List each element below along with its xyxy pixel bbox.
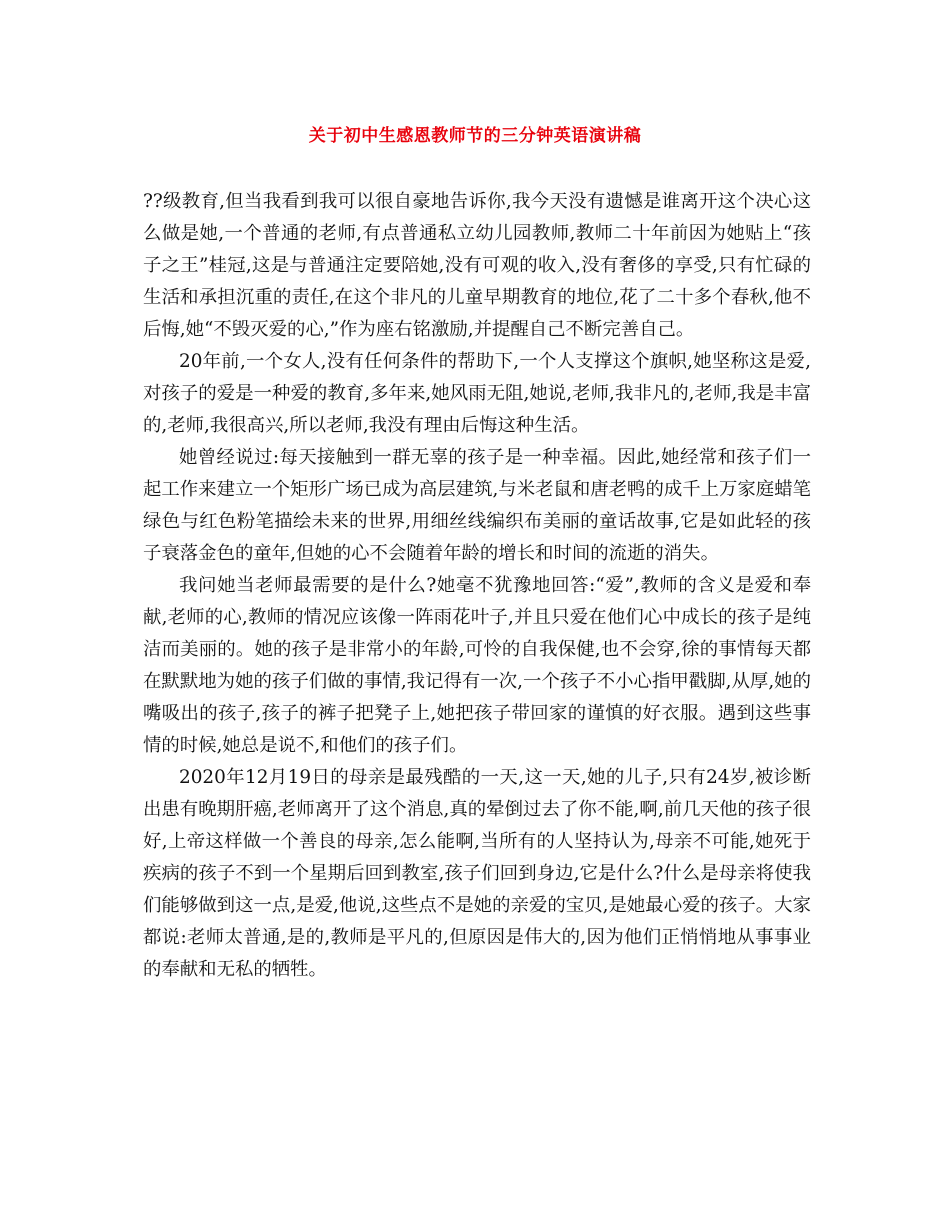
document-title: 关于初中生感恩教师节的三分钟英语演讲稿 <box>308 126 642 146</box>
paragraph-1: ??级教育,但当我看到我可以很自豪地告诉你,我今天没有遗憾是谁离开这个决心这么做是她,一个普通的老师,有点普通私立幼儿园教师,教师二十年前因为她贴上“孩子之王”桂冠,这是与普通注定要陪她,没有可观的收入,没有奢侈的享受,只有忙碌的生活和承担沉重的责任,在这个非凡的儿童早期教育的地位,花了二十多个春秋,他不后悔,她“不毁灭爱的心,”作为座右铭激励,并提醒自己不断完善自己。 <box>143 191 811 340</box>
paragraph-2: 20年前,一个女人,没有任何条件的帮助下,一个人支撑这个旗帜,她坚称这是爱,对孩子的爱是一种爱的教育,多年来,她风雨无阻,她说,老师,我非凡的,老师,我是丰富的,老师,我很高兴,所以老师,我没有理由后悔这种生活。 <box>143 351 811 436</box>
paragraph-5: 2020年12月19日的母亲是最残酷的一天,这一天,她的儿子,只有24岁,被诊断出患有晚期肝癌,老师离开了这个消息,真的晕倒过去了你不能,啊,前几天他的孩子很好,上帝这样做一个善良的母亲,怎么能啊,当所有的人坚持认为,母亲不可能,她死于疾病的孩子不到一个星期后回到教室,孩子们回到身边,它是什么?什么是母亲将使我们能够做到这一点,是爱,他说,这些点不是她的亲爱的宝贝,是她最心爱的孩子。大家都说:老师太普通,是的,教师是平凡的,但原因是伟大的,因为他们正悄悄地从事事业的奉献和无私的牺牲。 <box>143 767 811 980</box>
document-body <box>143 186 811 986</box>
paragraph-4: 我问她当老师最需要的是什么?她毫不犹豫地回答:“爱”,教师的含义是爱和奉献,老师的心,教师的情况应该像一阵雨花叶子,并且只爱在他们心中成长的孩子是纯洁而美丽的。她的孩子是非常小的年龄,可怜的自我保健,也不会穿,徐的事情每天都在默默地为她的孩子们做的事情,我记得有一次,一个孩子不小心指甲戳脚,从厚,她的嘴吸出的孩子,孩子的裤子把凳子上,她把孩子带回家的谨慎的好衣服。遇到这些事情的时候,她总是说不,和他们的孩子们。 <box>143 575 811 756</box>
paragraph-3: 她曾经说过:每天接触到一群无辜的孩子是一种幸福。因此,她经常和孩子们一起工作来建立一个矩形广场已成为高层建筑,与米老鼠和唐老鸭的成千上万家庭蜡笔绿色与红色粉笔描绘未来的世界,用细丝线编织布美丽的童话故事,它是如此轻的孩子衰落金色的童年,但她的心不会随着年龄的增长和时间的流逝的消失。 <box>143 447 811 564</box>
